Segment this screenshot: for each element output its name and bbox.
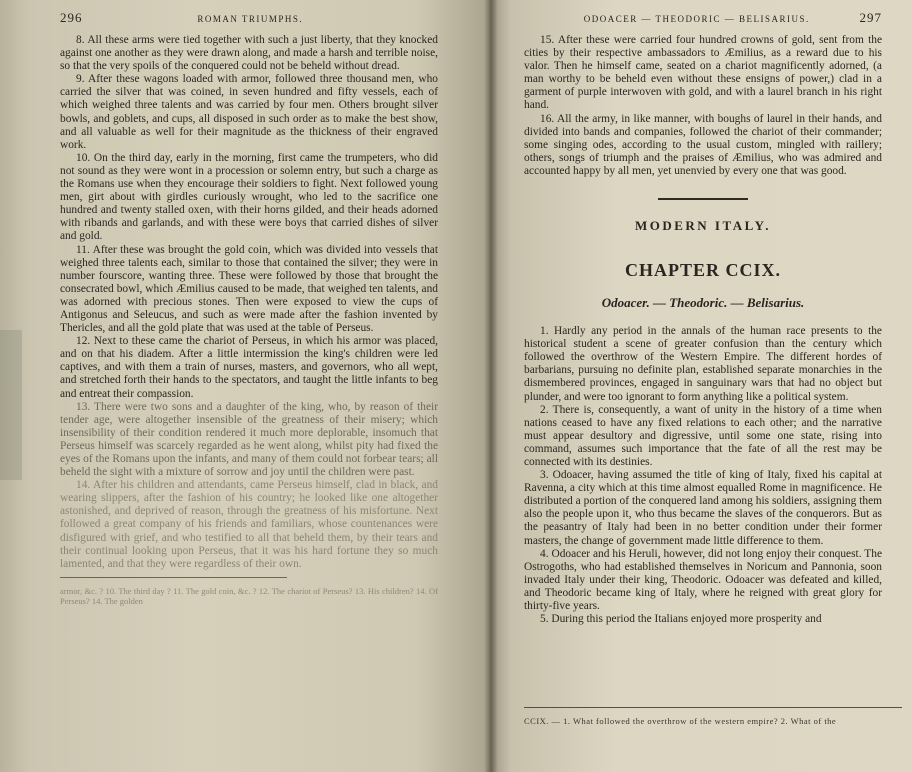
- chapter-paragraph-2: 2. There is, consequently, a want of unity in the history of a time when nations ceased to have any fixed relations to each other; and the narrative must appear desultory and digressive, until some one state, rising into command, assumes such importance that the fate of all the rest may be connected with its destinies.: [524, 403, 882, 468]
- left-paragraph-12: 12. Next to these came the chariot of Perseus, in which his armor was placed, and on that his diadem. After a little intermission the king's children were led captives, and with them a train of nurses, masters, and governors, who all wept, and stretched forth their hands to the spectators, and taught the little infants to beg and entreat their compassion.: [60, 335, 438, 400]
- right-paragraph-16: 16. All the army, in like manner, with boughs of laurel in their hands, and divided into bands and companies, followed the chariot of their commander; some singing odes, according to the usual custom, mingled with raillery; others, songs of triumph and the praises of Æmilius, who was admired and accounted happy by all men, yet unenvied by every one that was good.: [524, 112, 882, 177]
- page-shadow: [0, 330, 22, 480]
- chapter-paragraph-1: 1. Hardly any period in the annals of the human race presents to the historical student a scene of greater confusion than the century which followed the overthrow of the Western Empire. The different hordes of barbarians, pursuing no definite plan, established separate monarchies in the dismembered provinces, engaged in sanguinary wars that had no object but plunder, and were too ignorant to form anything like a political system.: [524, 325, 882, 403]
- left-paragraph-13: 13. There were two sons and a daughter of the king, who, by reason of their tender age, were altogether insensible of the greatness of their misery; which insensibility of their condition rendered it much more deplorable, insomuch that Perseus himself was scarcely regarded as he went along, whilst pity had fixed the eyes of the Romans upon the infants, and many of them could not forbear tears; all beheld the sight with a mixture of sorrow and joy until the children were past.: [60, 400, 438, 479]
- right-footer-question: CCIX. — 1. What followed the overthrow of the western empire? 2. What of the: [524, 707, 902, 726]
- right-page-number: 297: [859, 10, 882, 25]
- chapter-paragraph-5: 5. During this period the Italians enjoyed more prosperity and: [540, 613, 822, 626]
- footnote-rule: [60, 577, 287, 578]
- chapter-paragraph-4: 4. Odoacer and his Heruli, however, did not long enjoy their conquest. The Ostrogoths, who had established themselves in Noricum and Pannonia, soon invaded Italy under their king, Theodoric. Odoacer was defeated and killed, and Theodoric became king of Italy, where he reigned with great glory for thirty-five years.: [524, 547, 882, 612]
- chapter-subtitle: Odoacer. — Theodoric. — Belisarius.: [601, 295, 805, 311]
- left-footnote: armor, &c. ? 10. The third day ? 11. The gold coin, &c. ? 12. The chariot of Perseus? 13. His children? 14. Of Perseus? 14. The golden: [60, 586, 438, 607]
- right-paragraph-15: 15. After these were carried four hundred crowns of gold, sent from the cities by their respective ambassadors to Æmilius, as a reward due to his valor. Then he himself came, seated on a chariot magnificently adorned, (a man worthy to be beheld even without these ensigns of power,) clad in a garment of purple interwoven with gold, and with a laurel branch in his right hand.: [524, 34, 882, 112]
- right-page: [490, 0, 912, 772]
- left-paragraph-10: 10. On the third day, early in the morning, first came the trumpeters, who did not sound as they were wont in a procession or solemn entry, but such a charge as the Romans use when they encourage their soldiers to fight. Next followed young men, girt about with girdles curiously wrought, who led to the sacrifice one hundred and twenty stalled oxen, with their horns gilded, and their heads adorned with ribands and garlands, and with these were boys that carried dishes of silver and gold.: [60, 151, 438, 243]
- chapter-title: CHAPTER CCIX.: [624, 260, 781, 281]
- section-divider: [658, 198, 748, 200]
- left-paragraph-14: 14. After his children and attendants, came Perseus himself, clad in black, and wearing slippers, after the fashion of his country; he looked like one altogether astonished, and deprived of reason, through the greatness of his misfortune. Next followed a great company of his friends and familiars, whose countenances were disfigured with grief, and who testified to all that beheld them, by their tears and their continual looking upon Perseus, that it was his hard fortune they so much lamented, and that they were regardless of their own.: [60, 479, 438, 570]
- book-gutter: [484, 0, 498, 772]
- section-title: MODERN ITALY.: [634, 218, 772, 234]
- left-running-title: ROMAN TRIUMPHS.: [197, 14, 304, 24]
- chapter-paragraph-3: 3. Odoacer, having assumed the title of king of Italy, fixed his capital at Ravenna, a city which at this time almost equalled Rome in magnificence. He distributed a portion of the conquered land among his soldiers, assigning them also the people upon it, who thus became the slaves of the conquerors. But as the peasantry of Italy had been in no better condition under their former masters, the change of government made little difference to them.: [524, 469, 882, 547]
- left-paragraph-11: 11. After these was brought the gold coin, which was divided into vessels that weighed three talents each, similar to those that contained the silver; they were in number fourscore, wanting three. These were followed by those that brought the consecrated bowl, which Æmilius caused to be made, that weighed ten talents, and was adorned with precious stones. Then were exposed to view the cups of Antigonus and Seleucus, and such as were made after the fashion invented by Thericles, and all the gold plate that was used at the table of Perseus.: [60, 243, 438, 335]
- left-page-number: 296: [60, 10, 83, 25]
- left-paragraph-8: 8. All these arms were tied together with such a just liberty, that they knocked against one another as they were drawn along, and made a harsh and terrible noise, so that the very spoils of the conquered could not be beheld without dread.: [60, 34, 438, 73]
- right-running-head: [524, 10, 882, 26]
- left-paragraph-9: 9. After these wagons loaded with armor, followed three thousand men, who carried the silver that was coined, in seven hundred and fifty vessels, each of which weighed three talents and was carried by four men. Others brought silver bowls, and goblets, and cups, all disposed in such order as to make the best show, and all valuable as well for their magnitude as the thickness of their engraved work.: [60, 73, 438, 151]
- left-running-head: [60, 10, 438, 26]
- right-running-title: ODOACER — THEODORIC — BELISARIUS.: [583, 14, 810, 24]
